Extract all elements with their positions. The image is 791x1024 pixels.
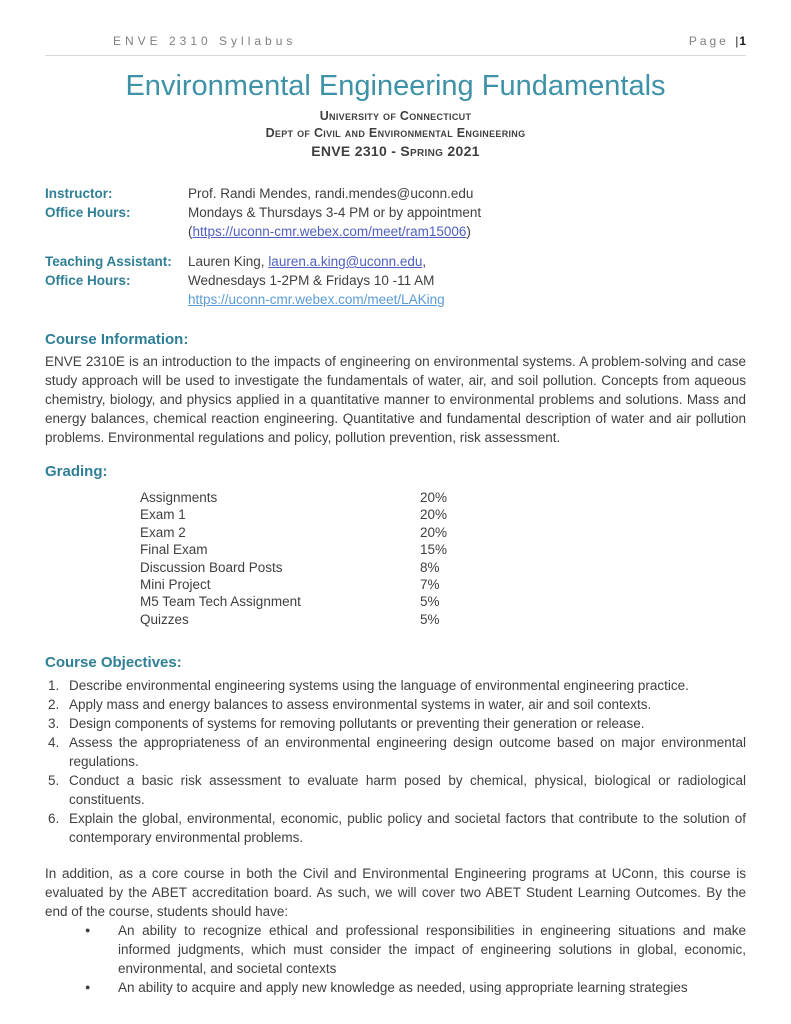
grading-table [45,489,746,628]
list-item [45,733,746,771]
bullet-text: An ability to recognize ethical and professional responsibilities in engineering situations and make informed judgments, which must consider the impact of engineering solutions in global, economic, environmental, and societal contexts [118,923,746,977]
abet-intro-paragraph: In addition, as a core course in both the Civil and Environmental Engineering programs at UConn, this course is evaluated by the ABET accreditation board. As such, we will cover two ABET Student Learning Outcomes. By the end of the course, students should have: [45,866,746,920]
ta-email-link[interactable]: lauren.a.king@uconn.edu [268,254,423,269]
grade-item-label: Assignments [140,490,218,505]
table-row [45,541,746,558]
instructor-office-hours-label: Office Hours: [45,205,131,220]
grade-item-weight: 15% [420,542,448,558]
objective-number: 2. [48,697,60,713]
instructor-webex-link[interactable]: https://uconn-cmr.webex.com/meet/ram15006 [192,224,467,239]
university-name: University of Connecticut [319,109,472,123]
header-page-separator: | [735,34,740,48]
ta-webex-value [188,290,746,309]
objective-text: Conduct a basic risk assessment to evaluate harm posed by chemical, physical, biological or radiological constituents. [69,773,746,808]
grade-item-weight: 20% [420,524,448,540]
header-doc-label: ENVE 2310 Syllabus [113,34,297,48]
list-item [45,809,746,847]
bullet-text: An ability to acquire and apply new knowledge as needed, using appropriate learning strategies [118,980,688,996]
spacer-label [45,290,188,309]
ta-webex-link[interactable]: https://uconn-cmr.webex.com/meet/LAKing [188,292,445,307]
header-page-word: Page [688,34,736,48]
bullet-icon: ● [85,982,91,993]
close-paren: ) [466,224,471,239]
objective-text: Apply mass and energy balances to assess environmental systems in water, air and soil contexts. [69,697,652,713]
bullet-icon: ● [85,925,91,936]
instructor-office-hours-value: Mondays & Thursdays 3-4 PM or by appointment [188,205,482,220]
ta-webex-row [45,290,746,309]
instructor-webex-row [45,222,746,241]
grade-item-label: M5 Team Tech Assignment [140,594,301,610]
list-item [45,771,746,809]
instructor-webex-value [188,222,746,241]
grade-item-label: Mini Project [140,577,211,593]
ta-office-hours-value: Wednesdays 1-2PM & Fridays 10 -11 AM [188,273,435,288]
header-page-number: 1 [739,34,746,48]
ta-row [45,252,746,271]
course-objectives-list [45,676,746,847]
list-item [45,695,746,714]
open-paren: ( [188,224,193,239]
list-item [45,978,746,997]
objective-number: 3. [48,716,60,732]
table-row [45,593,746,610]
abet-bullet-list [45,921,746,997]
objective-number: 6. [48,811,60,827]
header-divider [45,55,746,56]
grade-item-weight: 5% [420,611,440,627]
ta-office-hours-label: Office Hours: [45,273,131,288]
grading-heading: Grading: [45,463,108,480]
course-information-body: ENVE 2310E is an introduction to the impacts of engineering on environmental systems. A problem-solving and case study approach will be used to investigate the fundamentals of water, air, and soil pollution. Concepts from aqueous chemistry, biology, and physics applied in a quantitative manner to environmental problems and solutions. Mass and energy balances, chemical reaction engineering. Quantitative and fundamental description of water and air pollution problems. Environmental regulations and policy, pollution prevention, risk assessment. [45,354,746,445]
grade-item-weight: 20% [420,490,448,505]
objective-number: 4. [48,735,60,751]
grade-item-label: Exam 2 [140,524,186,540]
instructor-row [45,184,746,203]
objective-text: Assess the appropriateness of an environmental engineering design outcome based on major environmental regulations. [69,735,746,770]
teaching-assistant-block [45,252,746,309]
table-row [45,524,746,541]
grade-item-label: Final Exam [140,542,208,558]
list-item [45,714,746,733]
table-row [45,489,746,506]
grade-item-weight: 7% [420,577,440,593]
document-title: Environmental Engineering Fundamentals [125,70,666,102]
table-row [45,506,746,523]
page-header [45,34,746,48]
instructor-label: Instructor: [45,186,113,201]
grade-item-weight: 20% [420,507,448,523]
grade-item-weight: 8% [420,559,440,575]
instructor-office-hours-row [45,203,746,222]
course-term: ENVE 2310 - Spring 2021 [311,143,480,159]
objective-text: Explain the global, environmental, economic, public policy and societal factors that contribute to the solution of contemporary environmental problems. [69,811,746,846]
list-item [45,921,746,978]
spacer-label [45,222,188,241]
grade-item-label: Quizzes [140,611,189,627]
grade-item-label: Discussion Board Posts [140,559,283,575]
objective-text: Design components of systems for removing pollutants or preventing their generation or release. [69,716,645,732]
ta-label: Teaching Assistant: [45,254,172,269]
objective-text: Describe environmental engineering systems using the language of environmental engineering practice. [69,678,689,694]
objective-number: 5. [48,773,60,789]
ta-office-hours-row [45,271,746,290]
table-row [45,559,746,576]
grade-item-label: Exam 1 [140,507,186,523]
grade-item-weight: 5% [420,594,440,610]
department-name: Dept of Civil and Environmental Engineering [265,126,526,140]
list-item [45,676,746,695]
ta-name: Lauren King, [188,254,269,269]
instructor-value: Prof. Randi Mendes, randi.mendes@uconn.edu [188,186,474,201]
objective-number: 1. [48,678,60,694]
table-row [45,611,746,628]
ta-value [188,252,746,271]
header-page-indicator [689,34,746,48]
instructor-block [45,184,746,241]
table-row [45,576,746,593]
ta-email-trailing-comma: , [422,254,427,269]
course-information-heading: Course Information: [45,331,189,348]
course-objectives-heading: Course Objectives: [45,654,182,672]
